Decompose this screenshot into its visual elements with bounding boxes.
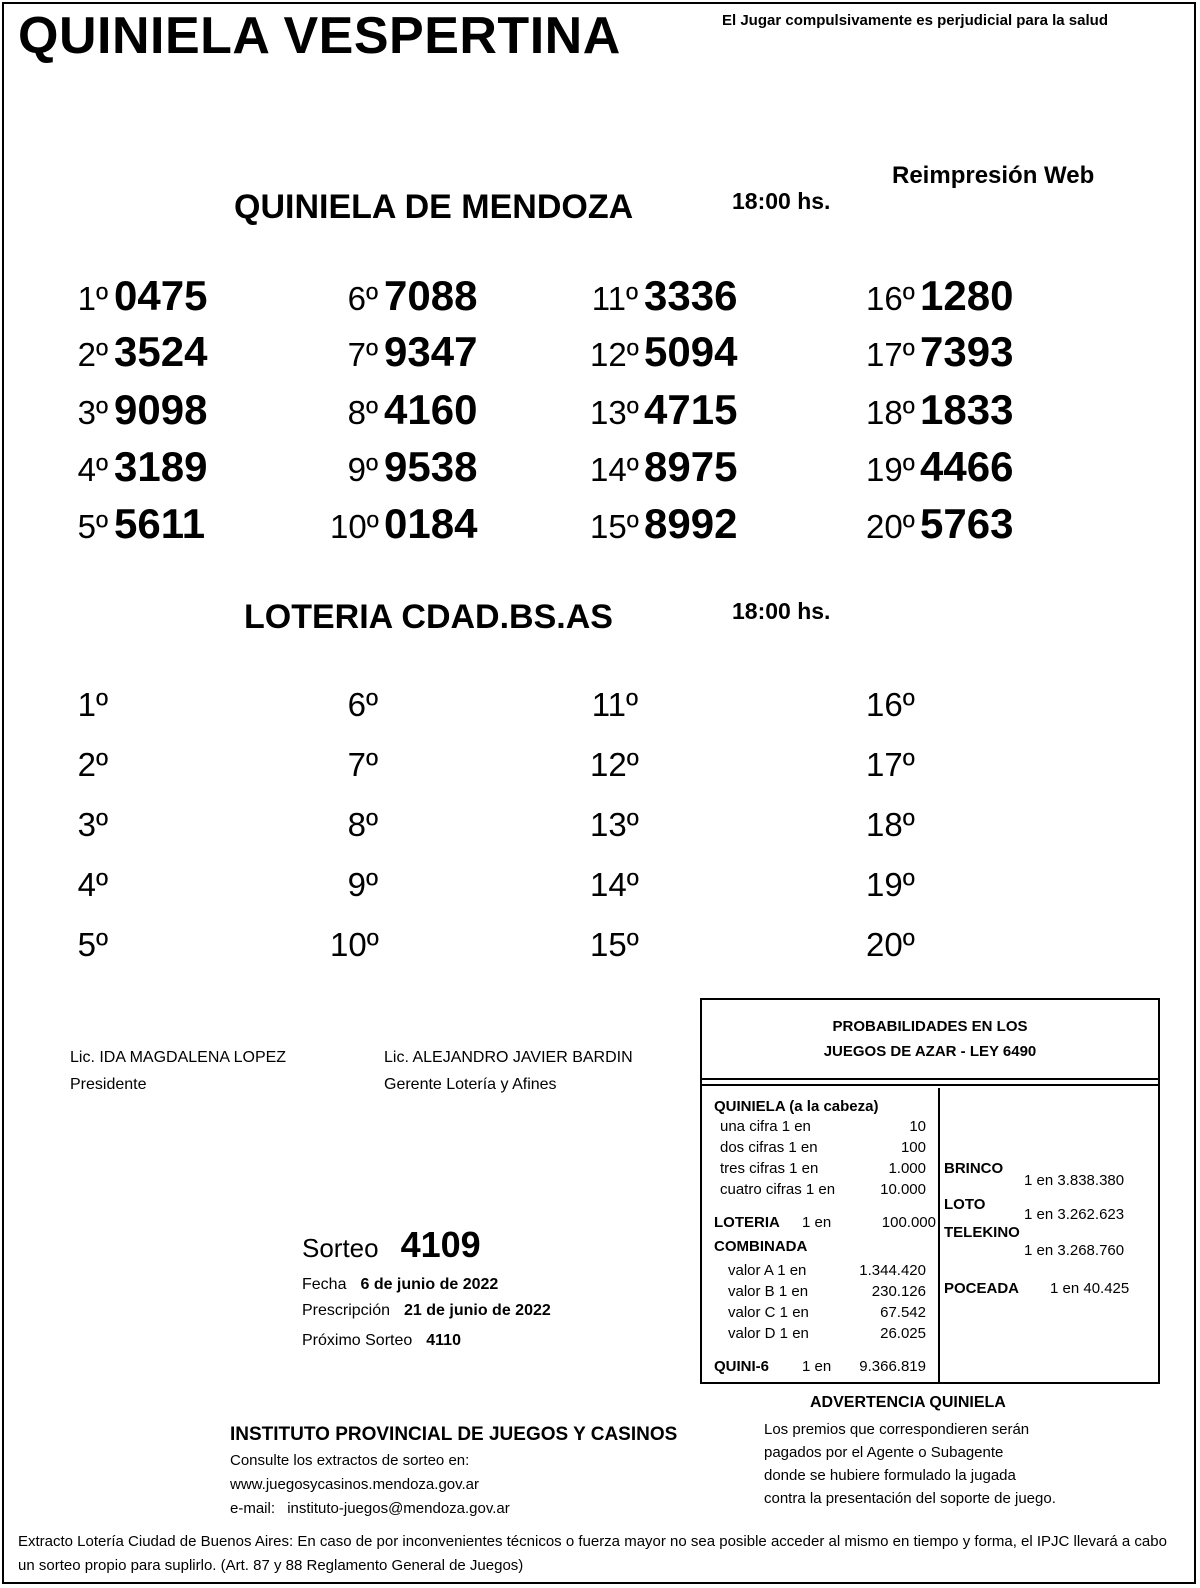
loteria-position: 16º	[866, 686, 915, 723]
result-position: 16º	[866, 280, 915, 317]
mendoza-result	[866, 386, 1013, 434]
quiniela-prob-value: 10	[909, 1118, 926, 1135]
result-number: 0475	[114, 272, 208, 319]
signature-name: Lic. ALEJANDRO JAVIER BARDIN	[384, 1049, 633, 1066]
email-label: e-mail:	[230, 1500, 276, 1517]
result-number: 0184	[384, 500, 478, 547]
loteria-position: 1º	[77, 686, 108, 723]
result-position: 1º	[77, 280, 108, 317]
health-warning: El Jugar compulsivamente es perjudicial para la salud	[722, 12, 1108, 29]
probabilities-title-2: JUEGOS DE AZAR - LEY 6490	[823, 1043, 1037, 1060]
loteria-position: 3º	[77, 806, 108, 843]
footer-note: Extracto Lotería Ciudad de Buenos Aires: En caso de por inconvenientes técnicos o fuerza mayor no sea posible acceder al mismo en tiempo y forma, el IPJC llevará a cabo un sorteo propio para suplirlo. (Art. 87 y 88 Reglamento General de Juegos)	[18, 1533, 1167, 1574]
loteria-position: 7º	[347, 746, 378, 783]
mendoza-result	[866, 443, 1013, 491]
quiniela-prob-label: cuatro cifras 1 en	[720, 1181, 836, 1198]
prescripcion-row	[302, 1302, 551, 1320]
reprint-label: Reimpresión Web	[892, 162, 1095, 189]
combinada-prob-value: 26.025	[880, 1325, 926, 1342]
loteria-prob-label: LOTERIA	[714, 1214, 780, 1231]
quiniela-prob-label: tres cifras 1 en	[720, 1160, 819, 1177]
result-position: 10º	[330, 508, 379, 545]
combinada-prob-value: 230.126	[871, 1283, 926, 1300]
loteria-time: 18:00 hs.	[732, 598, 831, 624]
sorteo-block	[302, 1224, 481, 1266]
mendoza-result	[330, 386, 477, 434]
probabilities-box	[700, 998, 1160, 1384]
mendoza-result	[590, 443, 737, 491]
loteria-position: 20º	[866, 926, 915, 963]
mendoza-result	[60, 443, 207, 491]
sorteo-label: Sorteo	[302, 1233, 379, 1263]
mendoza-result	[330, 443, 477, 491]
loteria-position: 17º	[866, 746, 915, 783]
loto-prob-label: LOTO	[944, 1196, 986, 1213]
result-position: 12º	[590, 336, 639, 373]
result-number: 9098	[114, 386, 208, 433]
fecha-label: Fecha	[302, 1276, 347, 1293]
loteria-prob-value: 100.000	[881, 1214, 936, 1231]
prescripcion-value: 21 de junio de 2022	[404, 1302, 551, 1319]
result-number: 5763	[920, 500, 1014, 547]
result-position: 7º	[347, 336, 378, 373]
loteria-position: 11º	[591, 686, 638, 723]
prescripcion-label: Prescripción	[302, 1302, 391, 1319]
result-position: 13º	[590, 394, 639, 431]
quiniela-prob-title: QUINIELA (a la cabeza)	[714, 1098, 879, 1115]
result-number: 7088	[384, 272, 478, 319]
mendoza-title: QUINIELA DE MENDOZA	[234, 188, 634, 226]
result-number: 5094	[644, 328, 738, 375]
quiniela-prob-value: 1.000	[888, 1160, 926, 1177]
result-number: 5611	[114, 500, 206, 547]
mendoza-result	[60, 272, 207, 320]
quini6-prob-en: 1 en	[802, 1358, 832, 1375]
brinco-prob-label: BRINCO	[944, 1160, 1004, 1177]
sorteo-number: 4109	[400, 1224, 481, 1265]
signature-role: Presidente	[70, 1076, 147, 1093]
loteria-position: 10º	[330, 926, 379, 963]
proximo-row	[302, 1332, 461, 1350]
quini6-prob-value: 9.366.819	[859, 1358, 926, 1375]
loteria-position: 8º	[347, 806, 378, 843]
result-number: 8992	[644, 500, 738, 547]
loteria-position: 12º	[590, 746, 639, 783]
result-position: 14º	[590, 451, 639, 488]
signature-name: Lic. IDA MAGDALENA LOPEZ	[70, 1049, 287, 1066]
result-number: 3189	[114, 443, 208, 490]
mendoza-result	[590, 500, 737, 548]
mendoza-result	[60, 500, 205, 548]
result-number: 3336	[644, 272, 738, 319]
result-number: 3524	[114, 328, 208, 375]
advertencia-title: ADVERTENCIA QUINIELA	[810, 1394, 1006, 1411]
mendoza-result	[60, 386, 207, 434]
result-position: 17º	[866, 336, 915, 373]
loteria-prob-en: 1 en	[802, 1214, 832, 1231]
signature-manager	[384, 1044, 633, 1098]
mendoza-result	[590, 272, 737, 320]
result-position: 19º	[866, 451, 915, 488]
proximo-label: Próximo Sorteo	[302, 1332, 413, 1349]
loteria-position: 4º	[77, 866, 108, 903]
result-number: 8975	[644, 443, 738, 490]
loteria-position: 9º	[347, 866, 378, 903]
result-position: 3º	[77, 394, 108, 431]
institute-email[interactable]: instituto-juegos@mendoza.gov.ar	[287, 1500, 510, 1517]
loteria-position: 5º	[77, 926, 108, 963]
result-position: 4º	[77, 451, 108, 488]
brinco-prob-value: 1 en 3.838.380	[1024, 1172, 1125, 1189]
page-title: QUINIELA VESPERTINA	[18, 7, 621, 65]
quiniela-prob-label: dos cifras 1 en	[720, 1139, 818, 1156]
quini6-prob-label: QUINI-6	[714, 1358, 770, 1375]
signature-president	[70, 1044, 286, 1098]
loteria-position: 19º	[866, 866, 915, 903]
mendoza-result	[590, 386, 737, 434]
mendoza-time: 18:00 hs.	[732, 188, 831, 214]
mendoza-result	[330, 272, 477, 320]
result-number: 4160	[384, 386, 478, 433]
quiniela-prob-value: 100	[900, 1139, 926, 1156]
result-position: 5º	[77, 508, 108, 545]
result-number: 1833	[920, 386, 1014, 433]
advertencia-text: Los premios que correspondieren serán pagados por el Agente o Subagente donde se hubiere formulado la jugada contra la presentación del soporte de juego.	[764, 1421, 1056, 1507]
result-position: 18º	[866, 394, 915, 431]
combinada-prob-title: COMBINADA	[714, 1238, 808, 1255]
loteria-position: 6º	[347, 686, 378, 723]
loteria-position: 14º	[590, 866, 639, 903]
result-position: 11º	[591, 280, 638, 317]
mendoza-result	[866, 500, 1013, 548]
institute-email-row	[230, 1500, 510, 1517]
combinada-prob-label: valor B 1 en	[728, 1283, 809, 1300]
loteria-position: 18º	[866, 806, 915, 843]
mendoza-result	[60, 328, 207, 376]
combinada-prob-label: valor C 1 en	[728, 1304, 809, 1321]
institute-consult: Consulte los extractos de sorteo en:	[230, 1452, 470, 1469]
proximo-value: 4110	[426, 1332, 461, 1349]
result-number: 7393	[920, 328, 1014, 375]
loteria-position: 13º	[590, 806, 639, 843]
quiniela-prob-label: una cifra 1 en	[720, 1118, 811, 1135]
result-number: 4466	[920, 443, 1014, 490]
combinada-prob-value: 1.344.420	[859, 1262, 926, 1279]
loteria-title: LOTERIA CDAD.BS.AS	[244, 598, 613, 636]
poceada-prob-value: 1 en 40.425	[1050, 1280, 1130, 1297]
signature-role: Gerente Lotería y Afines	[384, 1076, 557, 1093]
institute-website[interactable]: www.juegosycasinos.mendoza.gov.ar	[230, 1476, 480, 1493]
result-position: 8º	[347, 394, 378, 431]
telekino-prob-value: 1 en 3.268.760	[1024, 1242, 1125, 1259]
combinada-prob-label: valor A 1 en	[728, 1262, 807, 1279]
result-number: 4715	[644, 386, 738, 433]
result-number: 9347	[384, 328, 478, 375]
poceada-prob-label: POCEADA	[944, 1280, 1020, 1297]
fecha-row	[302, 1276, 498, 1294]
loto-prob-value: 1 en 3.262.623	[1024, 1206, 1125, 1223]
combinada-prob-value: 67.542	[880, 1304, 926, 1321]
result-position: 20º	[866, 508, 915, 545]
combinada-prob-label: valor D 1 en	[728, 1325, 809, 1342]
telekino-prob-label: TELEKINO	[944, 1224, 1020, 1241]
probabilities-header	[702, 1000, 1158, 1080]
loteria-position: 15º	[590, 926, 639, 963]
result-position: 15º	[590, 508, 639, 545]
loteria-position: 2º	[77, 746, 108, 783]
quiniela-prob-value: 10.000	[880, 1181, 926, 1198]
institute-title: INSTITUTO PROVINCIAL DE JUEGOS Y CASINOS	[230, 1424, 678, 1445]
mendoza-result	[330, 328, 477, 376]
mendoza-result	[866, 272, 1013, 320]
mendoza-result	[866, 328, 1013, 376]
result-position: 9º	[347, 451, 378, 488]
probabilities-divider-h	[702, 1084, 1158, 1086]
result-position: 6º	[347, 280, 378, 317]
result-number: 9538	[384, 443, 478, 490]
result-position: 2º	[77, 336, 108, 373]
result-number: 1280	[920, 272, 1014, 319]
mendoza-result	[590, 328, 737, 376]
mendoza-result	[330, 500, 477, 548]
probabilities-divider-v	[938, 1088, 940, 1384]
probabilities-title-1: PROBABILIDADES EN LOS	[832, 1018, 1028, 1035]
fecha-value: 6 de junio de 2022	[360, 1276, 499, 1293]
